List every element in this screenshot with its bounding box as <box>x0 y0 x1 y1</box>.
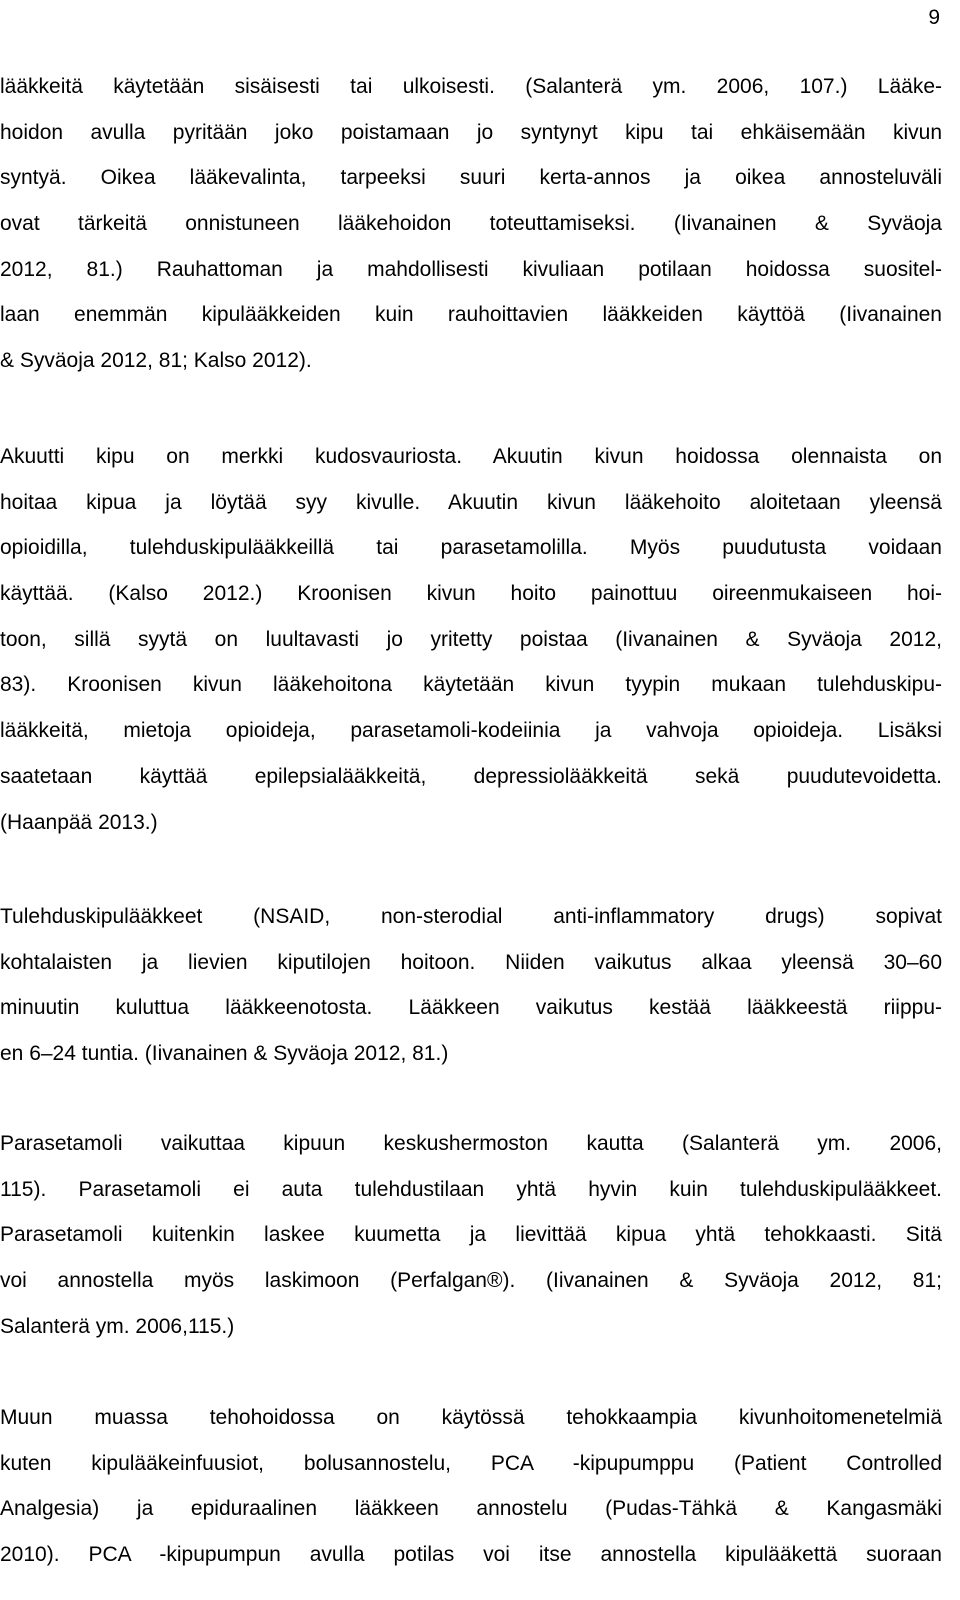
paragraph-line: Analgesia) ja epiduraalinen lääkkeen annostelu (Pudas-Tähkä & Kangasmäki <box>0 1497 942 1521</box>
paragraph-line: ovat tärkeitä onnistuneen lääkehoidon toteuttamiseksi. (Iivanainen & Syväoja <box>0 212 942 236</box>
paragraph-line: opioidilla, tulehduskipulääkkeillä tai parasetamolilla. Myös puudutusta voidaan <box>0 536 942 560</box>
paragraph-line: Parasetamoli vaikuttaa kipuun keskushermoston kautta (Salanterä ym. 2006, <box>0 1132 942 1155</box>
paragraph-line: & Syväoja 2012, 81; Kalso 2012). <box>0 349 312 373</box>
paragraph-line: saatetaan käyttää epilepsialääkkeitä, depressiolääkkeitä sekä puudutevoidetta. <box>0 764 942 788</box>
paragraph-line: käyttää. (Kalso 2012.) Kroonisen kivun hoito painottuu oireenmukaiseen hoi- <box>0 582 942 606</box>
paragraph-line: Akuutti kipu on merkki kudosvauriosta. Akuutin kivun hoidossa olennaista on <box>0 445 942 468</box>
paragraph-line: Parasetamoli kuitenkin laskee kuumetta ja lievittää kipua yhtä tehokkaasti. Sitä <box>0 1223 942 1247</box>
paragraph-line: (Haanpää 2013.) <box>0 810 158 834</box>
paragraph-4 <box>0 1121 942 1349</box>
paragraph-line: 83). Kroonisen kivun lääkehoitona käytetään kivun tyypin mukaan tulehduskipu- <box>0 673 942 697</box>
paragraph-line: lääkkeitä käytetään sisäisesti tai ulkoisesti. (Salanterä ym. 2006, 107.) Lääke- <box>0 75 942 98</box>
paragraph-line: 2012, 81.) Rauhattoman ja mahdollisesti kivuliaan potilaan hoidossa suositel- <box>0 257 942 281</box>
paragraph-line: syntyä. Oikea lääkevalinta, tarpeeksi suuri kerta-annos ja oikea annosteluväli <box>0 166 942 190</box>
paragraph-line: laan enemmän kipulääkkeiden kuin rauhoittavien lääkkeiden käyttöä (Iivanainen <box>0 303 942 327</box>
paragraph-line: toon, sillä syytä on luultavasti jo yritetty poistaa (Iivanainen & Syväoja 2012, <box>0 627 942 651</box>
paragraph-1 <box>0 64 942 384</box>
paragraph-line: hoitaa kipua ja löytää syy kivulle. Akuutin kivun lääkehoito aloitetaan yleensä <box>0 490 942 514</box>
paragraph-line: 115). Parasetamoli ei auta tulehdustilaan yhtä hyvin kuin tulehduskipulääkkeet. <box>0 1177 942 1201</box>
paragraph-line: Muun muassa tehohoidossa on käytössä tehokkaampia kivunhoitomenetelmiä <box>0 1406 942 1429</box>
paragraph-line: 2010). PCA -kipupumpun avulla potilas voi itse annostella kipulääkettä suoraan <box>0 1543 942 1567</box>
paragraph-line: Salanterä ym. 2006,115.) <box>0 1314 235 1338</box>
paragraph-2 <box>0 434 942 845</box>
paragraph-line: hoidon avulla pyritään joko poistamaan jo syntynyt kipu tai ehkäisemään kivun <box>0 120 942 144</box>
paragraph-line: en 6–24 tuntia. (Iivanainen & Syväoja 2012, 81.) <box>0 1042 449 1066</box>
paragraph-line: kohtalaisten ja lievien kiputilojen hoitoon. Niiden vaikutus alkaa yleensä 30–60 <box>0 950 942 974</box>
paragraph-line: minuutin kuluttua lääkkeenotosta. Lääkkeen vaikutus kestää lääkkeestä riippu- <box>0 996 942 1020</box>
paragraph-line: kuten kipulääkeinfuusiot, bolusannostelu, PCA -kipupumppu (Patient Controlled <box>0 1451 942 1475</box>
paragraph-line: lääkkeitä, mietoja opioideja, parasetamoli-kodeiinia ja vahvoja opioideja. Lisäksi <box>0 719 942 743</box>
paragraph-3 <box>0 894 942 1077</box>
page-number: 9 <box>928 6 940 29</box>
paragraph-line: Tulehduskipulääkkeet (NSAID, non-sterodial anti-inflammatory drugs) sopivat <box>0 905 942 928</box>
paragraph-5 <box>0 1395 942 1578</box>
paragraph-line: voi annostella myös laskimoon (Perfalgan®). (Iivanainen & Syväoja 2012, 81; <box>0 1269 942 1293</box>
